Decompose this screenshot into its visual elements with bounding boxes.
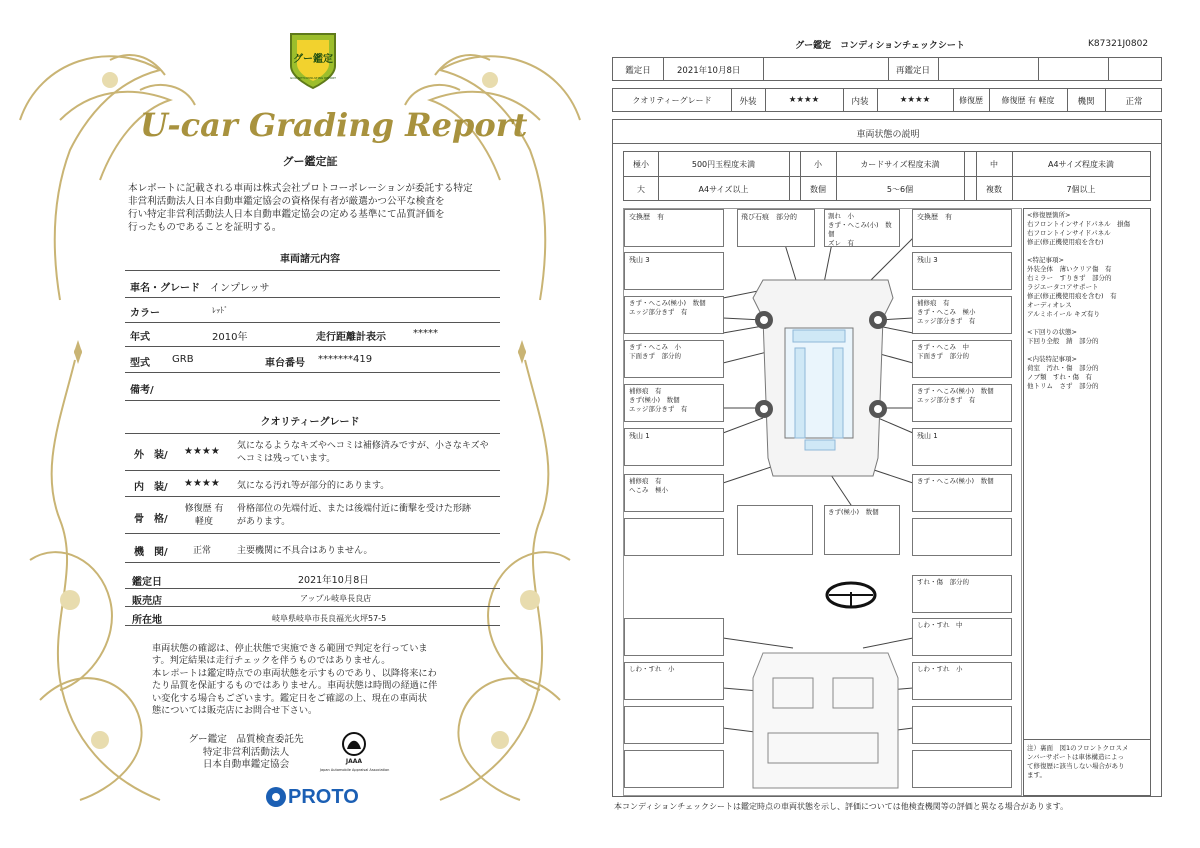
annotation-text: きず(極小) 数個 bbox=[828, 508, 879, 516]
sheet-footer-note: 本コンディションチェックシートは鑑定時点の車両状態を示し、評価については他検査機関等の評価と異なる場合があります。 bbox=[614, 802, 1069, 811]
sheet-id: K87321J0802 bbox=[1088, 39, 1149, 49]
note-line: アルミホイール キズ有り bbox=[1027, 310, 1101, 318]
annotation-text: エッジ部分きず 有 bbox=[629, 308, 688, 316]
divider bbox=[125, 470, 500, 471]
legend-key: 小 bbox=[814, 160, 822, 169]
notice-line: たり品質を保証するものではありません。車両状態は時間の経過に伴 bbox=[152, 680, 438, 692]
mileage-label: 走行距離計表示 bbox=[316, 332, 386, 343]
model-label: 型式 bbox=[130, 358, 150, 369]
note-line: 右フロントインサイドパネル bbox=[1027, 229, 1111, 237]
annotation-box bbox=[824, 505, 900, 555]
notice-line: い変化する場合もございます。鑑定日をご確認の上、現在の車両状 bbox=[152, 692, 427, 704]
note-line: 右ミラー すりきず 部分的 bbox=[1027, 274, 1112, 282]
desc-line: があります。 bbox=[237, 517, 291, 527]
repair-label: 修復歴 bbox=[959, 96, 983, 105]
annotation-text: きず・へこみ(極小) 数個 bbox=[917, 387, 994, 395]
annotation-box bbox=[912, 428, 1012, 466]
legend-key: 複数 bbox=[986, 185, 1002, 194]
footnote-line: て修復歴に該当しない場合があり bbox=[1027, 762, 1125, 770]
annotation-text: すれ・傷 部分的 bbox=[917, 578, 969, 586]
interior-value: ★★★★ bbox=[899, 95, 931, 105]
note-line: ラジエータコアサポート bbox=[1027, 283, 1099, 291]
note-line: 他トリム さず 部分的 bbox=[1027, 382, 1099, 390]
annotation-box bbox=[624, 618, 724, 656]
cell-divider bbox=[938, 58, 939, 80]
cell-divider bbox=[1038, 58, 1039, 80]
cell-divider bbox=[763, 58, 764, 80]
footnote-line: ます。 bbox=[1027, 771, 1046, 779]
annotation-text: きず・へこみ(小) 数個 bbox=[828, 221, 892, 238]
note-line: 右フロントインサイドパネル 損傷 bbox=[1027, 220, 1131, 228]
annotation-text: 交換歴 有 bbox=[917, 213, 952, 221]
note-line: 修正(修正機使用痕を含む) 有 bbox=[1027, 292, 1117, 300]
note-line bbox=[1027, 319, 1151, 328]
legend-value: 500円玉程度未満 bbox=[691, 160, 756, 169]
intro-line: 非営利活動法人日本自動車鑑定協会の資格保有者が厳選かつ公平な検査を bbox=[128, 196, 445, 207]
legend-key: 中 bbox=[990, 160, 998, 169]
year-label: 年式 bbox=[130, 332, 150, 343]
annotation-box bbox=[624, 474, 724, 512]
annotation-box bbox=[624, 252, 724, 290]
annotation-text: 残山 1 bbox=[629, 432, 650, 440]
annotation-box bbox=[737, 505, 813, 555]
explain-title: 車両状態の説明 bbox=[856, 130, 920, 140]
annotation-box bbox=[624, 340, 724, 378]
quality-desc bbox=[237, 478, 389, 491]
notice-line: 本レポートは鑑定時点での車両状態を示すものであり、以降将来にわ bbox=[152, 667, 437, 679]
annotation-box bbox=[912, 618, 1012, 656]
note-line: <修復歴箇所> bbox=[1027, 211, 1071, 219]
note-line: 修正(修正機使用痕を含む) bbox=[1027, 238, 1104, 246]
quality-desc bbox=[237, 503, 471, 529]
divider bbox=[125, 270, 500, 271]
quality-label: 内 装/ bbox=[134, 482, 168, 493]
divider bbox=[125, 400, 500, 401]
annotation-text: 下面きず 部分的 bbox=[917, 352, 969, 360]
annotation-text: きず・へこみ 極小 bbox=[917, 308, 976, 316]
date-row bbox=[612, 57, 1162, 81]
quality-label: 機 関/ bbox=[134, 547, 168, 558]
org-line: グー鑑定 品質検査委託先 bbox=[188, 734, 304, 745]
org-line: 日本自動車鑑定協会 bbox=[202, 759, 290, 770]
annotation-box bbox=[624, 706, 724, 744]
note-line bbox=[1027, 346, 1151, 355]
interior-label: 内装 bbox=[851, 97, 869, 107]
annotation-box bbox=[824, 209, 900, 247]
quality-desc bbox=[237, 440, 489, 466]
car-name-label: 車名・グレード bbox=[130, 283, 200, 294]
shop-value: アップル岐阜長良店 bbox=[300, 594, 372, 603]
quality-grade: ★★★★ bbox=[184, 478, 220, 489]
divider bbox=[125, 533, 500, 534]
annotation-text: へこみ 極小 bbox=[629, 486, 668, 494]
annotation-text: 交換歴 有 bbox=[629, 213, 664, 221]
annotation-box bbox=[624, 518, 724, 556]
car-name-value: インプレッサ bbox=[210, 283, 270, 294]
year-value: 2010年 bbox=[212, 332, 248, 343]
annotation-text: 残山 3 bbox=[629, 256, 650, 264]
divider bbox=[125, 562, 500, 563]
engine-label: 機関 bbox=[1077, 97, 1095, 107]
quality-label: 骨 格/ bbox=[134, 514, 168, 525]
mileage-value: ***** bbox=[413, 328, 438, 339]
divider bbox=[125, 606, 500, 607]
notes-panel bbox=[1023, 208, 1151, 796]
remarks-label: 備考/ bbox=[130, 385, 154, 396]
intro-line: 行い特定非営利活動法人日本自動車鑑定協会の定める基準にて品質評価を bbox=[128, 209, 445, 220]
annotation-box bbox=[912, 340, 1012, 378]
repair-value: 修復歴 有 軽度 bbox=[1001, 96, 1055, 105]
shop-label: 販売店 bbox=[132, 596, 162, 607]
annotation-text: しわ・すれ 小 bbox=[629, 665, 675, 673]
note-line: ノブ類 すれ・傷 有 bbox=[1027, 373, 1092, 381]
color-label: カラー bbox=[130, 308, 160, 319]
quality-heading: クオリティーグレード bbox=[260, 417, 360, 428]
divider bbox=[1024, 739, 1150, 740]
annotation-box bbox=[624, 428, 724, 466]
desc-line: 気になる汚れ等が部分的にあります。 bbox=[237, 481, 390, 491]
chassis-label: 車台番号 bbox=[265, 358, 305, 369]
cell-divider bbox=[663, 58, 664, 80]
intro-line: 本レポートに記載される車両は株式会社プロトコーポレーションが委託する特定 bbox=[128, 183, 473, 194]
legend-key: 極小 bbox=[633, 160, 649, 169]
annotation-text: きず(極小) 数個 bbox=[629, 396, 680, 404]
chassis-value: *******419 bbox=[318, 354, 373, 365]
note-line: <内装特記事項> bbox=[1027, 355, 1077, 363]
exterior-value: ★★★★ bbox=[788, 95, 820, 105]
appraisal-date-value: 2021年10月8日 bbox=[298, 575, 369, 586]
divider bbox=[125, 433, 500, 434]
org-line: 特定非営利活動法人 bbox=[202, 746, 290, 758]
annotation-box bbox=[912, 384, 1012, 422]
proto-logo bbox=[264, 785, 374, 811]
color-value: ﾚｯﾄﾞ bbox=[212, 306, 228, 315]
divider bbox=[613, 143, 1161, 144]
annotation-text: 残山 1 bbox=[917, 432, 938, 440]
spec-heading: 車両諸元内容 bbox=[280, 254, 340, 265]
annotation-text: 割れ 小 bbox=[828, 212, 854, 220]
engine-value: 正常 bbox=[1125, 97, 1143, 107]
address-value: 岐阜県岐阜市長良福光火坪57-5 bbox=[272, 614, 387, 623]
note-line: 下回り全般 錆 部分的 bbox=[1027, 337, 1099, 345]
desc-line: ヘコミは残っています。 bbox=[237, 454, 336, 464]
annotation-text: しわ・すれ 中 bbox=[917, 621, 963, 629]
annotation-text: エッジ部分きず 有 bbox=[629, 405, 688, 413]
annotation-text: エッジ部分きず 有 bbox=[917, 396, 976, 404]
intro-line: 行ったものであることを証明する。 bbox=[128, 222, 282, 233]
cell-divider bbox=[1108, 58, 1109, 80]
divider bbox=[125, 322, 500, 323]
jaaa-subtext: Japan Automobile Appraisal Association bbox=[320, 768, 390, 772]
legend-key: 数個 bbox=[810, 185, 826, 194]
desc-line: 気になるようなキズやヘコミは補修済みですが、小さなキズや bbox=[237, 441, 489, 451]
divider bbox=[125, 372, 500, 373]
model-value: GRB bbox=[172, 354, 194, 365]
notice-line: す。判定結果は走行チェックを伴うものではありません。 bbox=[152, 655, 391, 667]
grade-label: クオリティーグレード bbox=[632, 96, 712, 105]
annotation-box bbox=[624, 750, 724, 788]
badge-text: グー鑑定 bbox=[293, 54, 333, 65]
notice-text bbox=[152, 643, 472, 717]
annotation-text: 補修痕 有 bbox=[629, 477, 662, 485]
annotation-box bbox=[912, 706, 1012, 744]
note-line: <特記事項> bbox=[1027, 256, 1064, 264]
annotation-box bbox=[624, 296, 724, 334]
footnote-line: 注）裏面 図1のフロントクロスメ bbox=[1027, 744, 1129, 752]
annotation-box bbox=[912, 252, 1012, 290]
notice-line: 車両状態の確認は、停止状態で実施できる範囲で判定を行っていま bbox=[152, 643, 428, 654]
annotation-text: 飛び石痕 部分的 bbox=[741, 213, 797, 221]
condition-check-sheet bbox=[600, 0, 1200, 848]
cell-divider bbox=[964, 152, 965, 200]
date-label: 鑑定日 bbox=[625, 66, 651, 76]
cell-divider bbox=[789, 152, 790, 200]
notice-line: 態については販売店にお問合せ下さい。 bbox=[152, 705, 318, 717]
annotation-box bbox=[912, 518, 1012, 556]
annotation-text: きず・へこみ 小 bbox=[629, 343, 681, 351]
divider bbox=[624, 176, 1150, 177]
goo-appraisal-badge bbox=[287, 30, 339, 90]
legend-value: 7個以上 bbox=[1066, 185, 1096, 194]
desc-line: 骨格部位の先端付近、または後端付近に衝撃を受けた形跡 bbox=[237, 504, 472, 514]
divider bbox=[125, 496, 500, 497]
proto-text: PROTO bbox=[288, 786, 359, 808]
quality-grade: 修復歴 有 軽度 bbox=[184, 504, 224, 527]
annotation-box bbox=[912, 662, 1012, 700]
quality-grade: 正常 bbox=[193, 546, 212, 556]
annotation-text: ズレ 有 bbox=[828, 239, 854, 247]
legend-value: A4サイズ程度未満 bbox=[1048, 160, 1114, 169]
annotation-text: しわ・すれ 小 bbox=[917, 665, 963, 673]
jaaa-text: JAAA bbox=[345, 758, 363, 765]
divider bbox=[125, 297, 500, 298]
annotation-box bbox=[912, 209, 1012, 247]
exterior-label: 外装 bbox=[739, 97, 757, 107]
annotation-text: きず・へこみ 中 bbox=[917, 343, 969, 351]
note-line: 荷室 汚れ・傷 部分的 bbox=[1027, 364, 1099, 372]
divider bbox=[125, 588, 500, 589]
annotation-text: エッジ部分きず 有 bbox=[917, 317, 976, 325]
annotation-box bbox=[912, 750, 1012, 788]
inspection-org bbox=[176, 734, 316, 772]
annotation-text: 残山 3 bbox=[917, 256, 938, 264]
annotation-text: 補修痕 有 bbox=[917, 299, 950, 307]
note-line bbox=[1027, 247, 1151, 256]
annotation-text: きず・へこみ(極小) 数個 bbox=[629, 299, 706, 307]
certificate-subtitle: グー鑑定証 bbox=[282, 155, 338, 168]
note-line: 外装全体 薄いクリア傷 有 bbox=[1027, 265, 1112, 273]
notes-list bbox=[1027, 211, 1151, 391]
quality-grade: ★★★★ bbox=[184, 446, 220, 457]
annotation-text: 下面きず 部分的 bbox=[629, 352, 681, 360]
legend-value: A4サイズ以上 bbox=[698, 185, 749, 194]
annotation-text: きず・へこみ(極小) 数個 bbox=[917, 477, 994, 485]
badge-subtext: GOO NETCONSULTING REPORT bbox=[290, 76, 336, 80]
legend-value: 5～6個 bbox=[886, 185, 914, 194]
annotation-box bbox=[624, 209, 724, 247]
quality-label: 外 装/ bbox=[134, 450, 168, 461]
note-line: <下回りの状態> bbox=[1027, 328, 1077, 336]
appraisal-date-label: 鑑定日 bbox=[132, 577, 162, 588]
annotation-box bbox=[624, 384, 724, 422]
annotation-box bbox=[624, 662, 724, 700]
jaaa-logo bbox=[320, 730, 400, 778]
annotation-box bbox=[912, 474, 1012, 512]
annotation-text: 補修痕 有 bbox=[629, 387, 662, 395]
report-script-title: U-car Grading Report bbox=[140, 106, 528, 144]
divider bbox=[125, 625, 500, 626]
certificate-intro bbox=[128, 182, 498, 234]
divider bbox=[125, 346, 500, 347]
size-legend bbox=[623, 151, 1151, 201]
quality-desc: 主要機関に不具合はありません。 bbox=[237, 546, 373, 556]
reappraisal-label: 再鑑定日 bbox=[895, 66, 930, 76]
footnote-line: ンバーサポートは車体構造によっ bbox=[1027, 753, 1125, 761]
note-line: オーディオレス bbox=[1027, 301, 1072, 309]
legend-key: 大 bbox=[637, 185, 645, 194]
sheet-title: グー鑑定 コンディションチェックシート bbox=[795, 41, 965, 51]
grade-row bbox=[612, 88, 1162, 112]
annotation-box bbox=[912, 575, 1012, 613]
notes-footnote bbox=[1027, 744, 1149, 780]
legend-value: カードサイズ程度未満 bbox=[860, 160, 940, 169]
date-value: 2021年10月8日 bbox=[677, 66, 741, 76]
annotation-box bbox=[737, 209, 815, 247]
address-label: 所在地 bbox=[132, 615, 162, 626]
annotation-box bbox=[912, 296, 1012, 334]
